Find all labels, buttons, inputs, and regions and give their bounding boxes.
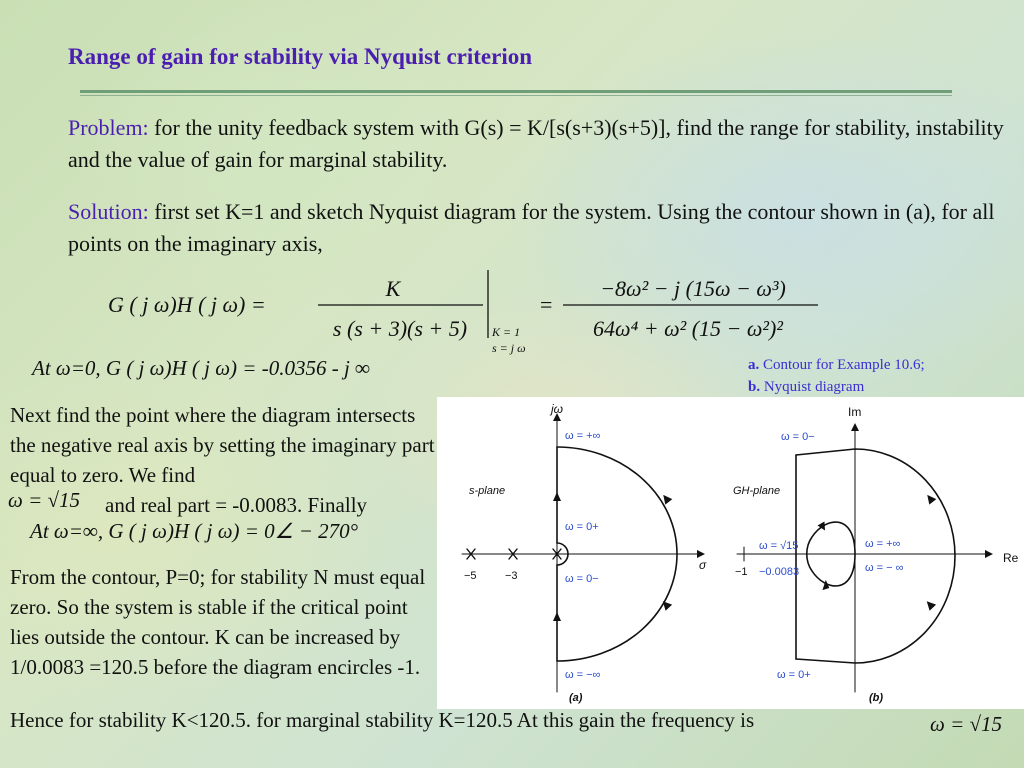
omega-marginal-equation: ω = √15 — [930, 712, 1003, 736]
a-label-w-zero-plus: ω = 0+ — [565, 521, 599, 533]
nyquist-panel-b — [733, 405, 1019, 704]
arc-arrow-2 — [924, 601, 936, 612]
caption-a-label: a. — [748, 357, 760, 373]
caption-b-label: b. — [748, 379, 761, 395]
slide-title: Range of gain for stability via Nyquist criterion — [68, 44, 533, 69]
eq-denominator-1: s (s + 3)(s + 5) — [332, 316, 468, 341]
pole-minus5-label: −5 — [464, 570, 477, 582]
conclusion-line: Hence for stability K<120.5. for marginal stability K=120.5 At this gain the frequency is — [10, 708, 755, 732]
b-subcaption: (b) — [869, 692, 884, 704]
crossing-text-before: Next find the point where the diagram intersects the negative real axis by setting the imaginary part equal to zero. We find — [10, 403, 435, 487]
gh-plane-label: GH-plane — [733, 485, 781, 497]
jw-axis-label: jω — [551, 402, 564, 416]
pole-minus3-label: −3 — [505, 570, 518, 582]
omega-inf-equation: At ω=∞, G ( j ω)H ( j ω) = 0∠ − 270° — [30, 519, 359, 543]
solution-paragraph — [68, 196, 1018, 260]
omega-sqrt15-equation: ω = √15 — [8, 488, 81, 512]
s-plane-label: s-plane — [469, 485, 506, 497]
re-axis-label: Re — [1003, 551, 1019, 565]
b-label-w-minus-inf: ω = − ∞ — [865, 562, 904, 574]
crossing-label: −0.0083 — [759, 566, 800, 578]
caption-a-text: Contour for Example 10.6; — [759, 357, 925, 373]
contour-panel-a — [462, 402, 707, 704]
eq-numerator-2: −8ω² − j (15ω − ω³) — [600, 276, 786, 301]
title-divider — [80, 90, 952, 93]
problem-label: Problem: — [68, 115, 149, 140]
solution-text: first set K=1 and sketch Nyquist diagram for the system. Using the contour shown in (a), for all points on the imaginary axis, — [68, 199, 995, 256]
title-divider-thin — [80, 95, 952, 96]
problem-text: for the unity feedback system with G(s) = K/[s(s+3)(s+5)], find the range for stability, instability and the value of gain for marginal stability. — [68, 115, 1004, 172]
sigma-axis-arrow — [697, 550, 705, 558]
a-label-w-zero-minus: ω = 0− — [565, 573, 599, 585]
im-axis-arrow — [851, 423, 859, 431]
a-label-w-minus-inf: ω = −∞ — [565, 669, 601, 681]
stability-paragraph: From the contour, P=0; for stability N must equal zero. So the system is stable if the critical point lies outside the contour. K can be increased by 1/0.0083 =120.5 before the diagram encircles -1. — [10, 565, 426, 679]
crossing-text-after: and real part = -0.0083. Finally — [105, 493, 368, 517]
nyquist-infinite-arc — [796, 449, 955, 663]
sigma-axis-label: σ — [699, 558, 707, 572]
im-axis-label: Im — [848, 405, 862, 419]
caption-b-text: Nyquist diagram — [760, 379, 865, 395]
arc-arrow-1 — [924, 495, 936, 506]
omega-zero-equation: At ω=0, G ( j ω)H ( j ω) = -0.0356 - j ∞ — [32, 356, 370, 380]
transfer-function-equation — [108, 270, 828, 365]
b-label-w-zero-plus: ω = 0+ — [777, 669, 811, 681]
b-label-w-plus-inf: ω = +∞ — [865, 538, 901, 550]
re-axis-arrow — [985, 550, 993, 558]
b-label-w-sqrt15: ω = √15 — [759, 540, 799, 552]
eq-equals-2: = — [540, 292, 553, 317]
problem-paragraph — [68, 112, 1018, 176]
contour-arrow-up-2 — [553, 612, 561, 621]
contour-arrow-up-1 — [553, 492, 561, 501]
figure-caption — [748, 354, 925, 398]
b-label-w-zero-minus: ω = 0− — [781, 431, 815, 443]
a-subcaption: (a) — [569, 692, 583, 704]
eq-eval-k: K = 1 — [492, 325, 521, 339]
eq-lhs: G ( j ω)H ( j ω) = — [108, 292, 266, 317]
eq-numerator-1: K — [385, 276, 401, 301]
solution-label: Solution: — [68, 199, 149, 224]
nyquist-figure — [437, 397, 1024, 709]
a-label-w-plus-inf: ω = +∞ — [565, 430, 601, 442]
minus-one-label: −1 — [735, 566, 748, 578]
eq-denominator-2: 64ω⁴ + ω² (15 − ω²)² — [593, 316, 783, 341]
eq-eval-s: s = j ω — [492, 341, 526, 355]
